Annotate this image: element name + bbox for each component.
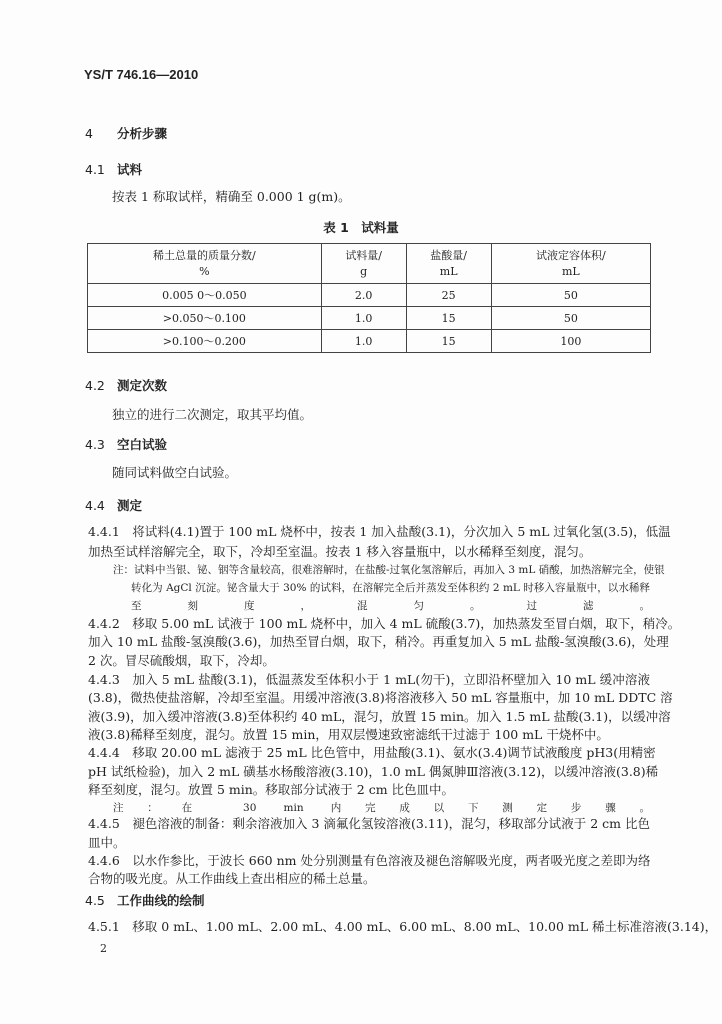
text-line: 加热至试样溶解完全，取下，冷却至室温。按表 1 移入容量瓶中，以水稀释至刻度，混匀。 (88, 544, 592, 559)
header-cell (321, 244, 406, 284)
note-line: 注：在 30 min 内完成以下测定步骤。 (113, 802, 650, 814)
section-title: 空白试验 (117, 437, 168, 452)
header-cell (406, 244, 491, 284)
note-line: 至刻度，混匀。过滤。 (131, 600, 650, 612)
table-cell: 1.0 (321, 307, 406, 330)
text-line: 4.4.4 移取 20.00 mL 滤液于 25 mL 比色管中，用盐酸(3.1)、氨水(3.4)调节试液酸度 pH3(用精密 (88, 745, 656, 760)
section-number: 4.3 (85, 437, 105, 452)
header-unit: mL (561, 264, 580, 278)
text-line: 4.5.1 移取 0 mL、1.00 mL、2.00 mL、4.00 mL、6.00 mL、8.00 mL、10.00 mL 稀土标准溶液(3.14)， (88, 919, 718, 934)
text-line: 4.4.1 将试料(4.1)置于 100 mL 烧杯中，按表 1 加入盐酸(3.1)，分次加入 5 mL 过氧化氢(3.5)，低温 (88, 524, 671, 539)
text-line: 4.4.5 褪色溶液的制备：剩余溶液加入 3 滴氟化氢铵溶液(3.11)，混匀，移取部分试液于 2 cm 比色 (88, 816, 650, 831)
text-line: (3.8)，微热使盐溶解，冷却至室温。用缓冲溶液(3.8)将溶液移入 50 mL 容量瓶中，加 10 mL DDTC 溶 (88, 690, 673, 705)
table-cell: 50 (491, 307, 650, 330)
table-cell: 2.0 (321, 284, 406, 307)
header-unit: g (360, 264, 368, 278)
table-row (88, 307, 651, 330)
section-heading (85, 162, 142, 178)
section-number: 4 (85, 126, 93, 141)
table-cell: 100 (491, 330, 650, 353)
text-line: 皿中。 (88, 835, 126, 850)
text-line: 4.4.6 以水作参比，于波长 660 nm 处分别测量有色溶液及褪色溶解吸光度，两者吸光度之差即为络 (88, 853, 651, 868)
text-line: 4.4.2 移取 5.00 mL 试液于 100 mL 烧杯中，加入 4 mL 硫酸(3.7)，加热蒸发至冒白烟，取下，稍冷。 (88, 616, 681, 631)
table-cell: 1.0 (321, 330, 406, 353)
section-title: 工作曲线的绘制 (117, 893, 205, 908)
section-number: 4.1 (85, 162, 105, 177)
section-number: 4.5 (85, 893, 105, 908)
table-caption: 表 1 试料量 (323, 220, 399, 235)
header-unit: % (199, 264, 210, 278)
text-line: 2 次。冒尽硫酸烟，取下，冷却。 (88, 653, 275, 668)
table-row (88, 284, 651, 307)
section-heading (85, 126, 167, 142)
table-cell: 50 (491, 284, 650, 307)
text-line: pH 试纸检验)，加入 2 mL 磺基水杨酸溶液(3.10)，1.0 mL 偶氮胂Ⅲ溶液(3.12)，以缓冲溶液(3.8)稀 (88, 764, 659, 779)
section-number: 4.2 (85, 378, 105, 393)
table-cell: 15 (406, 307, 491, 330)
table-cell: >0.050～0.100 (88, 307, 322, 330)
paragraph: 独立的进行二次测定，取其平均值。 (112, 407, 313, 422)
table-cell: >0.100～0.200 (88, 330, 322, 353)
header-label: 试料量/ (345, 248, 383, 262)
standard-number-header: YS/T 746.16—2010 (84, 67, 199, 82)
header-label: 试液定容体积/ (535, 248, 606, 262)
header-label: 盐酸量/ (430, 248, 468, 262)
text-line: 释至刻度，混匀。放置 5 min。移取部分试液于 2 cm 比色皿中。 (88, 782, 455, 797)
header-cell (491, 244, 650, 284)
section-title: 测定 (117, 498, 143, 513)
note-line: 注：试料中当银、铋、铟等含量较高，很难溶解时，在盐酸-过氧化氢溶解后，再加入 3 mL 硝酸，加热溶解完全，使银 (113, 564, 665, 576)
page-number: 2 (100, 942, 107, 955)
section-heading (85, 378, 167, 394)
text-line: 液(3.9)，加入缓冲溶液(3.8)至体积约 40 mL，混匀，放置 15 min。加入 1.5 mL 盐酸(3.1)，以缓冲溶 (88, 709, 671, 724)
paragraph: 随同试料做空白试验。 (112, 465, 238, 480)
table-cell: 15 (406, 330, 491, 353)
section-title: 测定次数 (117, 378, 168, 393)
section-title: 试料 (117, 162, 143, 177)
note-line: 转化为 AgCl 沉淀。铋含量大于 30% 的试料，在溶解完全后并蒸发至体积约 2 mL 时移入容量瓶中，以水稀释 (131, 582, 650, 594)
section-heading (85, 437, 167, 453)
table-header-row (88, 244, 651, 284)
header-unit: mL (439, 264, 458, 278)
section-heading (85, 498, 142, 514)
table-row (88, 330, 651, 353)
table-cell: 0.005 0～0.050 (88, 284, 322, 307)
sample-amount-table (87, 243, 651, 353)
section-title: 分析步骤 (117, 126, 168, 141)
section-heading (85, 893, 205, 909)
text-line: 液(3.8)稀释至刻度，混匀。放置 15 min，用双层慢速致密滤纸干过滤于 100 mL 干烧杯中。 (88, 727, 609, 742)
table-cell: 25 (406, 284, 491, 307)
text-line: 合物的吸光度。从工作曲线上查出相应的稀土总量。 (88, 871, 376, 886)
header-cell (88, 244, 322, 284)
text-line: 4.4.3 加入 5 mL 盐酸(3.1)，低温蒸发至体积小于 1 mL(勿干)，立即沿杯壁加入 10 mL 缓冲溶液 (88, 672, 650, 687)
text-line: 加入 10 mL 盐酸-氢溴酸(3.6)，加热至冒白烟，取下，稍冷。再重复加入 5 mL 盐酸-氢溴酸(3.6)，处理 (88, 634, 669, 649)
header-label: 稀土总量的质量分数/ (152, 248, 256, 262)
paragraph: 按表 1 称取试样，精确至 0.000 1 g(m)。 (112, 189, 351, 204)
section-number: 4.4 (85, 498, 105, 513)
